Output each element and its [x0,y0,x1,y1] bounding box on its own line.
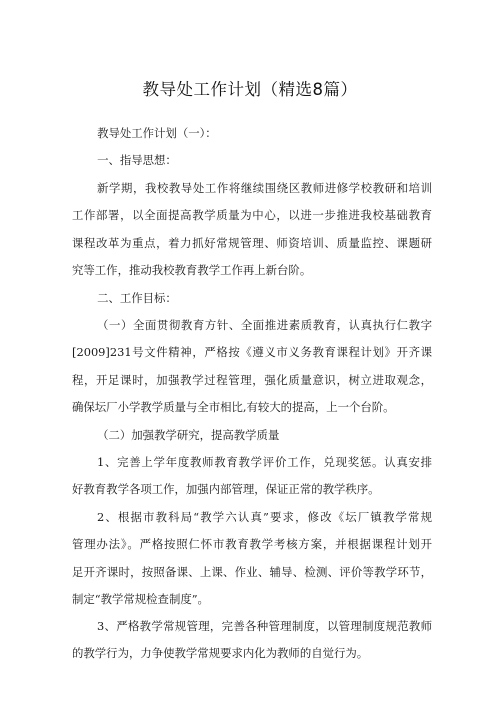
heading-goal-two: （二）加强教学研究，提高教学质量 [97,428,280,442]
text-line: 的教学行为，力争使教学常规要求内化为教师的自觉行为。 [72,646,369,661]
text-line: 究等工作，推动我校教育教学工作再上新台阶。 [72,262,312,277]
heading-guiding-thought: 一、指导思想： [97,153,177,167]
paragraph-guiding-thought [72,175,432,284]
text-line: 程，开足课时，加强教学过程管理，强化质量意识，树立进取观念， [72,372,432,387]
paragraph-item-2 [72,504,432,613]
text-line: 制定“教学常规检查制度”。 [72,591,209,606]
text-line: [2009]231号文件精神，严格按《遵义市义务教育课程计划》开齐课 [72,345,432,360]
text-line: 好教育教学各项工作，加强内部管理，保证正常的教学秩序。 [72,482,380,497]
paragraph-item-3 [72,613,432,668]
text-line: 新学期，我校教导处工作将继续围绕区教师进修学校教研和培训 [97,181,432,195]
text-line: 工作部署，以全面提高教学质量为中心，以进一步推进我校基础教育 [72,208,432,223]
paragraph-item-1 [72,449,432,504]
document-title: 教导处工作计划（精选8篇） [142,80,358,99]
text-line: 课程改革为重点，着力抓好常规管理、师资培训、质量监控、课题研 [72,235,432,250]
heading-work-goals: 二、工作目标： [97,291,177,305]
text-line: 1、完善上学年度教师教育教学评价工作，兑现奖惩。认真安排 [97,455,432,469]
text-line: 足开齐课时，按照备课、上课、作业、辅导、检测、评价等教学环节， [72,564,432,579]
text-line: 管理办法》。严格按照仁怀市教育教学考核方案，并根据课程计划开 [72,537,432,552]
text-line: （一）全面贯彻教育方针、全面推进素质教育，认真执行仁教字 [97,318,432,332]
text-line: 确保坛厂小学教学质量与全市相比,有较大的提高，上一个台阶。 [72,399,395,414]
text-line: 3、严格教学常规管理，完善各种管理制度，以管理制度规范教师 [97,619,432,633]
paragraph-goal-one [72,312,432,421]
section-subtitle: 教导处工作计划（一）： [97,126,217,140]
text-line: 2、根据市教科局“教学六认真”要求，修改《坛厂镇教学常规 [97,510,432,524]
